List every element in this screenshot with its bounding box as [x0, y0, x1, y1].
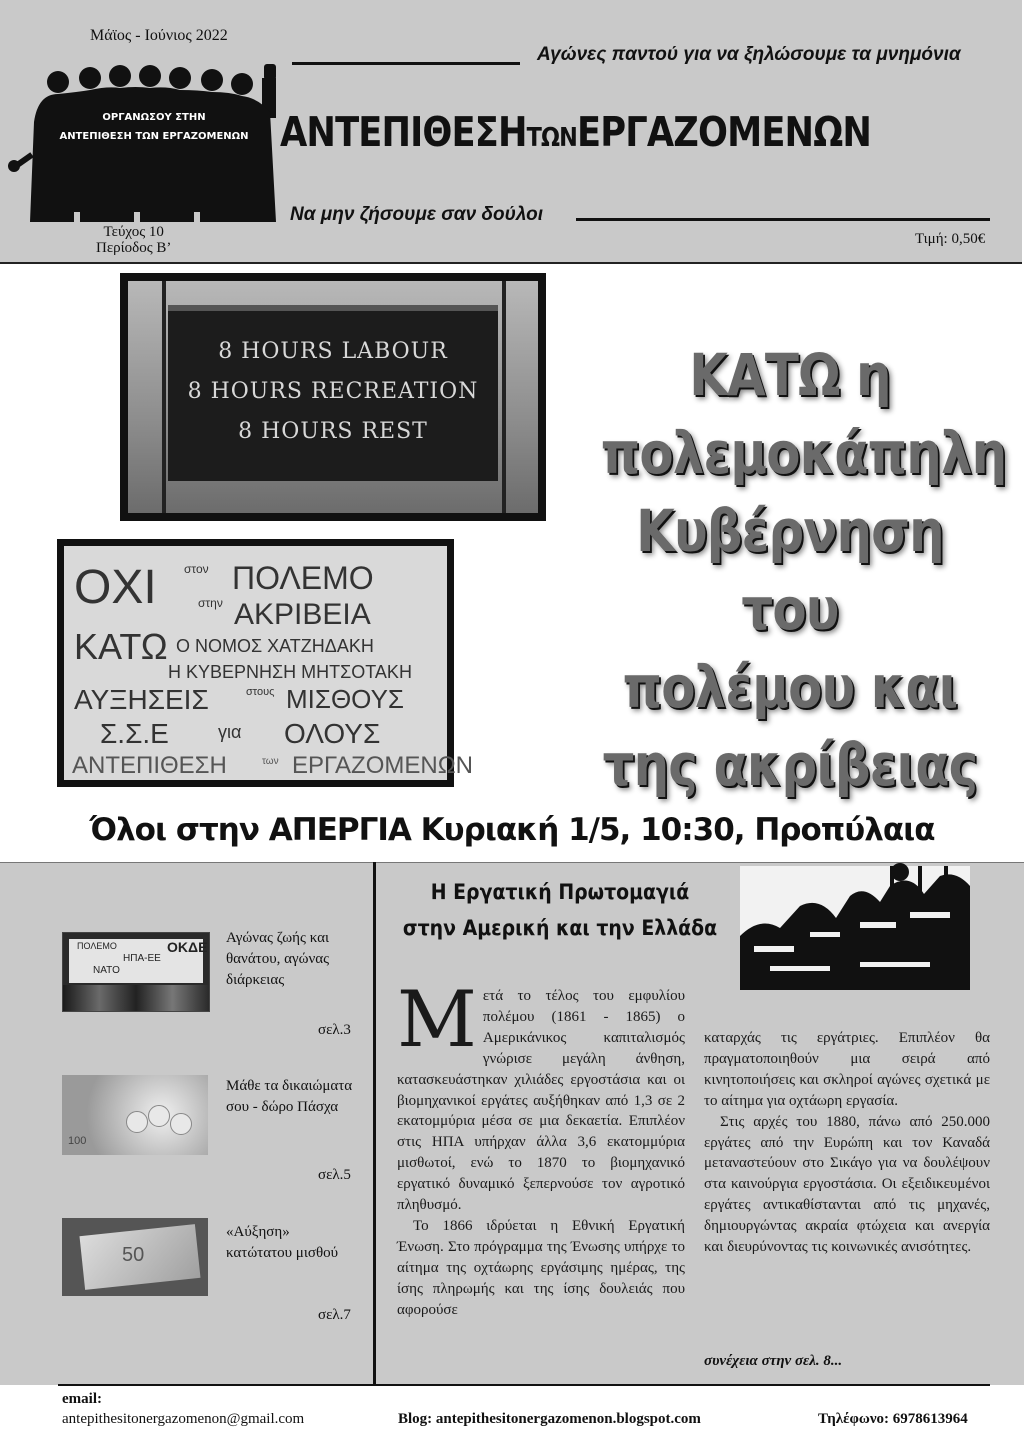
logo-caption-line1: ΟΡΓΑΝΩΣΟΥ ΣΤΗΝ — [102, 112, 206, 123]
toc-thumbnail-gift — [62, 1075, 208, 1155]
price: Τιμή: 0,50€ — [915, 231, 986, 247]
title-part3: ΕΡΓΑΖΟΜΕΝΩΝ — [577, 108, 871, 156]
footer-phone[interactable]: Τηλέφωνο: 6978613964 — [818, 1411, 968, 1427]
placard-word: στον — [184, 562, 209, 576]
issue-period: Περίοδος Β’ — [96, 240, 172, 256]
banner-pole-left — [162, 281, 166, 513]
masthead-rule-bottom — [576, 218, 990, 221]
banner-line1: 8 HOURS LABOUR — [218, 339, 448, 364]
thumb-text: ΗΠΑ-ΕΕ — [123, 953, 161, 964]
thumb-text: ΟΚΔΕ — [167, 939, 208, 955]
continued-link[interactable]: συνέχεια στην σελ. 8... — [704, 1353, 843, 1369]
slogan-top: Αγώνες παντού για να ξηλώσουμε τα μνημόνια — [537, 44, 961, 65]
masthead-rule-top — [292, 62, 520, 65]
article-column-1 — [397, 975, 685, 1321]
toc-item-2-title[interactable]: Μάθε τα δικαιώματα σου - δώρο Πάσχα — [226, 1078, 353, 1115]
banner-pole-right — [502, 281, 506, 513]
footer-email[interactable]: antepithesitonergazomenon@gmail.com — [62, 1411, 305, 1427]
placard-photo — [57, 539, 473, 787]
placard-word: ΑΥΞΗΣΕΙΣ — [74, 684, 209, 715]
toc-item-1-title[interactable]: Αγώνας ζωής και θανάτου, αγώνας διάρκειας — [226, 930, 330, 988]
toc-thumbnail-wallet — [62, 1218, 208, 1296]
placard-word: στους — [246, 686, 275, 698]
placard-word: ΟΧΙ — [74, 561, 157, 614]
placard-word: ΠΟΛΕΜΟ — [232, 560, 374, 596]
slogan-bottom: Να μην ζήσουμε σαν δούλοι — [290, 204, 544, 225]
placard-word: Ο ΝΟΜΟΣ ΧΑΤΖΗΔΑΚΗ — [176, 636, 374, 656]
placard-word: ΜΙΣΘΟΥΣ — [286, 684, 404, 714]
footer-blog[interactable]: Blog: antepithesitonergazomenon.blogspot.com — [398, 1411, 701, 1427]
banner-line2: 8 HOURS RECREATION — [187, 379, 479, 404]
logo-caption — [40, 108, 268, 146]
placard-word: στην — [198, 596, 223, 610]
thumb-text: 50 — [122, 1244, 145, 1266]
issue-number: Τεύχος 10 — [103, 224, 164, 240]
issue-date: Μάϊος - Ιούνιος 2022 — [90, 27, 228, 44]
article-title-line1: Η Εργατική Πρωτομαγιά — [430, 880, 690, 904]
article-col2-paragraph1: καταρχάς τις εργάτριες. Επιπλέον θα πραγματοποιηθούν μια σειρά από κινητοποιήσεις και σκληροί αγώνες σχετικά με το αίτημα για οχτάωρη εργασία. — [704, 1030, 990, 1109]
placard-word: ΚΑΤΩ — [74, 626, 168, 667]
placard-word: των — [262, 756, 279, 767]
main-headline — [600, 336, 1007, 804]
newspaper-title — [280, 108, 871, 156]
thumb-text: 100 — [68, 1135, 87, 1147]
toc-thumbnail-protest — [62, 932, 210, 1012]
placard-word: ΕΡΓΑΖΟΜΕΝΩΝ — [292, 752, 473, 779]
issue-info — [96, 224, 171, 256]
column-divider — [373, 862, 376, 1384]
footer-rule — [58, 1384, 990, 1386]
placard-word: ΑΚΡΙΒΕΙΑ — [234, 598, 371, 631]
thumb-text: ΝΑΤΟ — [93, 965, 120, 976]
toc-item-1-page[interactable]: σελ.3 — [318, 1022, 351, 1038]
toc-item-3-title[interactable]: «Αύξηση» κατώτατου μισθού — [226, 1224, 339, 1261]
banner-photo — [120, 273, 546, 521]
article-col2-paragraph2: Στις αρχές του 1880, πάνω από 250.000 εργάτες από την Ευρώπη και τον Καναδά μεταναστεύουν στο Σικάγο για να δουλέψουν στα καινούργια εργοστάσια. Οι εξειδικευμένοι εργάτες αντικαθίστανται από τις μηχανές, δημιουργώντας ακραία φτώχεια και ανεργία και διευρύνοντας τις κοινωνικές ανισότητες. — [704, 1113, 990, 1256]
placard-word: Σ.Σ.Ε — [100, 718, 169, 749]
headline-line5: της ακρίβειας — [602, 731, 978, 799]
placard-word: ΟΛΟΥΣ — [284, 718, 381, 749]
headline-line1: ΚΑΤΩ η — [689, 341, 891, 409]
toc-item-3-page[interactable]: σελ.7 — [318, 1307, 351, 1323]
workers-woodcut-illustration — [740, 866, 970, 990]
article-column-2 — [704, 1028, 990, 1258]
headline-line4: πολέμου και — [622, 653, 958, 721]
placard-word: ΑΝΤΕΠΙΘΕΣΗ — [72, 752, 227, 779]
toc-item-2-page[interactable]: σελ.5 — [318, 1167, 351, 1183]
banner-line3: 8 HOURS REST — [238, 419, 428, 444]
strike-call: Όλοι στην ΑΠΕΡΓΙΑ Κυριακή 1/5, 10:30, Προπύλαια — [89, 812, 935, 848]
headline-line2: πολεμοκάπηλη — [600, 419, 1007, 487]
title-part1: ΑΝΤΕΠΙΘΕΣΗ — [280, 108, 527, 156]
placard-word: για — [218, 722, 242, 742]
footer-email-label: email: — [62, 1391, 102, 1407]
placard-word: Η ΚΥΒΕΡΝΗΣΗ ΜΗΤΣΟΤΑΚΗ — [168, 662, 412, 682]
headline-line3: Κυβέρνηση του — [636, 497, 944, 643]
article-title — [398, 874, 722, 946]
thumb-text: ΠΟΛΕΜΟ — [77, 941, 117, 951]
logo-caption-line2: ΑΝΤΕΠΙΘΕΣΗ ΤΩΝ ΕΡΓΑΖΟΜΕΝΩΝ — [59, 131, 249, 142]
article-col1-paragraph1: ετά το τέλος του εμφυλίου πολέμου (1861 - 1865) ο Αμερικάνικος καπιταλισμός γνώρισε μεγάλη άνθηση, κατασκευάστηκαν χιλιάδες εργοστάσια και οι βιομηχανικοί εργάτες αυξήθηκαν από 1,3 σε 2 εκατομμύρια μέσα σε μια δεκαετία. Επιπλέον στις ΗΠΑ υπήρχαν άλλα 3,6 εκατομμύρια μισθωτοί, ενώ το 1870 το βιομηχανικό εργατικό δυναμικό ξεπερνούσε τον αγροτικό πληθυσμό. — [397, 988, 685, 1214]
title-part2: ΤΩΝ — [526, 123, 578, 153]
article-dropcap: Μ — [397, 975, 477, 1065]
article-col1-paragraph2: Το 1866 ιδρύεται η Εθνική Εργατική Ένωση. Στο πρόγραμμα της Ένωσης υπήρχε το αίτημα της οχτάωρης εργάσιμης ημέρας, της ίσης πληρωμής και της ίσης δουλειάς που αφορούσε — [397, 1217, 685, 1318]
banner-cloth — [168, 305, 498, 481]
article-title-line2: στην Αμερική και την Ελλάδα — [402, 916, 718, 940]
